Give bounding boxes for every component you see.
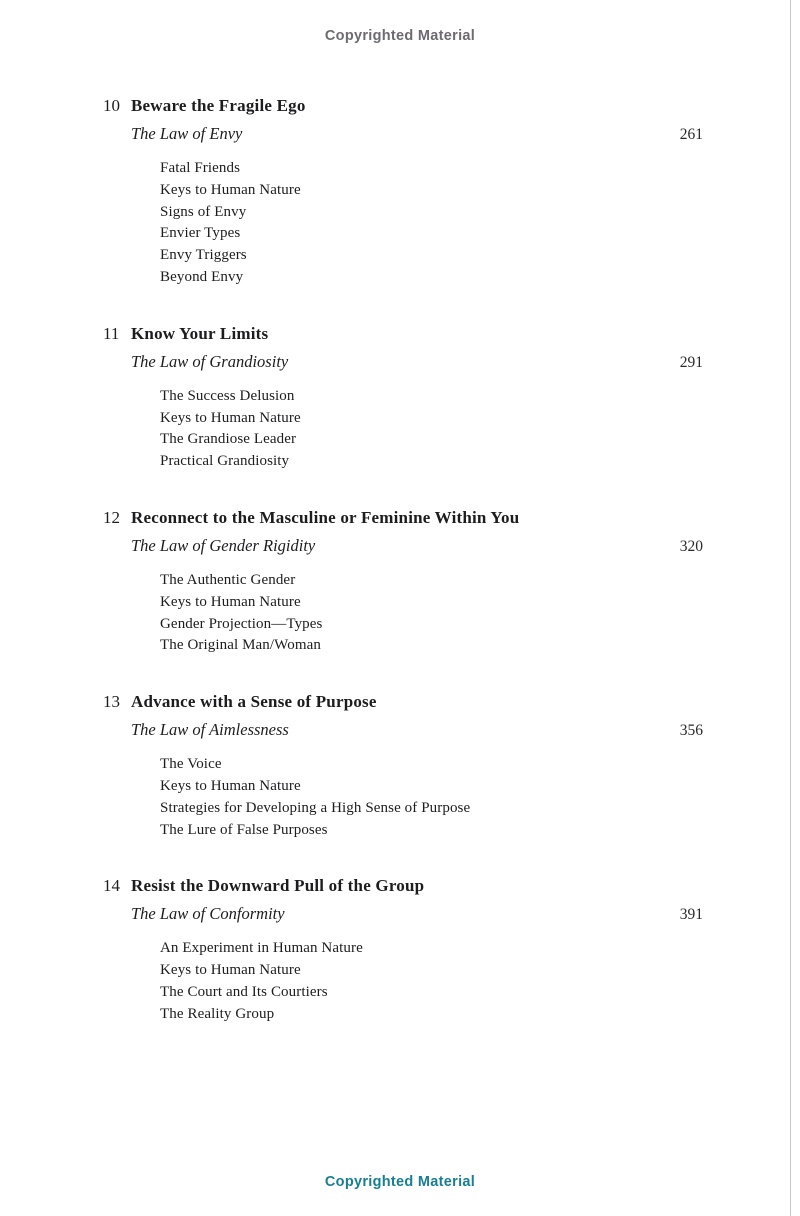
page-number: 320 [679, 537, 703, 555]
toc-item: Keys to Human Nature [160, 593, 301, 610]
toc-item: Envier Types [160, 225, 241, 242]
law-title: The Law of Envy [131, 124, 243, 143]
chapter-subsections [160, 158, 703, 289]
top-banner: Copyrighted Material [324, 28, 476, 44]
chapter-title: Know Your Limits [131, 323, 269, 343]
chapter-heading [103, 692, 703, 712]
law-row [131, 352, 703, 373]
page-number: 291 [679, 353, 703, 371]
toc-item: The Original Man/Woman [160, 637, 321, 654]
law-row [131, 536, 703, 557]
toc-item: Strategies for Developing a High Sense of Purpose [160, 799, 471, 816]
toc-item: Keys to Human Nature [160, 181, 301, 198]
toc-chapter-entry [103, 692, 703, 841]
chapter-heading [103, 876, 703, 896]
chapter-subsections [160, 570, 703, 657]
chapter-title: Resist the Downward Pull of the Group [131, 876, 425, 896]
chapter-number: 14 [103, 876, 120, 896]
chapter-number: 10 [103, 96, 120, 115]
toc-chapter-entry [103, 508, 703, 657]
toc-chapter-entry [103, 324, 703, 473]
law-title: The Law of Gender Rigidity [131, 535, 316, 555]
chapter-number: 11 [103, 323, 120, 343]
toc-chapter-entry [103, 876, 703, 1025]
toc-item: Envy Triggers [160, 247, 247, 264]
page-number: 356 [679, 722, 703, 740]
page-number: 391 [679, 906, 703, 924]
page-edge-line [790, 0, 791, 1216]
toc-item: Keys to Human Nature [160, 409, 301, 426]
law-row [131, 124, 703, 145]
law-row [131, 904, 703, 925]
toc-item: The Grandiose Leader [160, 431, 297, 448]
chapter-number: 12 [103, 507, 120, 527]
toc-item: Keys to Human Nature [160, 777, 301, 794]
chapter-title: Advance with a Sense of Purpose [131, 692, 377, 712]
toc-chapter-entry [103, 96, 703, 289]
toc-item: Beyond Envy [160, 268, 244, 285]
chapter-subsections [160, 386, 703, 473]
toc-item: Practical Grandiosity [160, 453, 290, 470]
chapter-title: Beware the Fragile Ego [131, 96, 306, 115]
toc-item: Gender Projection—Types [160, 615, 323, 632]
chapter-subsections [160, 938, 703, 1025]
chapter-title: Reconnect to the Masculine or Feminine Within You [131, 507, 520, 527]
bottom-banner: Copyrighted Material [324, 1174, 476, 1190]
chapter-heading [103, 96, 703, 116]
chapter-heading [103, 324, 703, 344]
table-of-contents [103, 96, 703, 1026]
toc-item: The Voice [160, 756, 222, 773]
toc-item: The Lure of False Purposes [160, 821, 328, 838]
chapter-heading [103, 508, 703, 528]
toc-item: The Success Delusion [160, 387, 295, 404]
law-row [131, 720, 703, 741]
toc-item: The Authentic Gender [160, 571, 296, 588]
chapter-subsections [160, 754, 703, 841]
toc-item: An Experiment in Human Nature [160, 940, 363, 957]
toc-item: The Court and Its Courtiers [160, 983, 328, 1000]
law-title: The Law of Conformity [131, 904, 285, 924]
chapter-number: 13 [103, 692, 120, 712]
toc-item: Fatal Friends [160, 160, 241, 176]
law-title: The Law of Aimlessness [131, 720, 289, 740]
toc-item: Keys to Human Nature [160, 962, 301, 979]
toc-item: Signs of Envy [160, 203, 247, 220]
toc-item: The Reality Group [160, 1005, 275, 1022]
page-number: 261 [679, 126, 703, 143]
law-title: The Law of Grandiosity [131, 351, 289, 371]
